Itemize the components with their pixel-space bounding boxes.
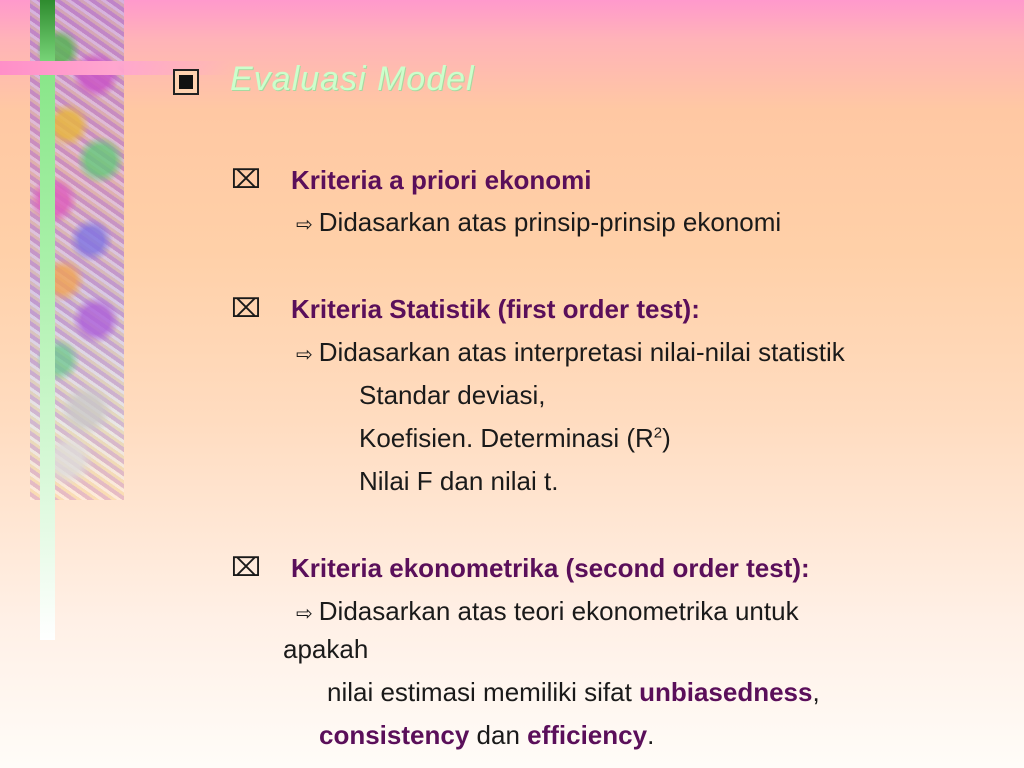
- item-text: Koefisien. Determinasi (R: [359, 423, 654, 453]
- desc-text: Didasarkan atas interpretasi nilai-nilai statistik: [318, 337, 845, 367]
- boxed-x-bullet-icon: ⌧: [231, 552, 261, 582]
- list-item-koefisien-determinasi: [359, 425, 671, 451]
- line-consistency-efficiency: [319, 722, 654, 748]
- text-mid: dan: [469, 720, 528, 750]
- section-heading-statistik: Kriteria Statistik (first order test):: [291, 294, 700, 324]
- superscript: 2: [653, 424, 663, 442]
- text-post: ,: [812, 677, 820, 707]
- text-end: .: [647, 720, 655, 750]
- decorative-vertical-bar: [40, 0, 55, 640]
- term-efficiency: efficiency: [527, 720, 648, 750]
- section-heading-ekonometrika: Kriteria ekonometrika (second order test):: [291, 553, 810, 583]
- line-unbiasedness: [327, 679, 820, 705]
- list-item-nilai-f-t: Nilai F dan nilai t.: [359, 466, 559, 496]
- arrow-right-icon: ⇨: [296, 603, 313, 625]
- section-desc-continuation: apakah: [283, 634, 369, 664]
- section-desc-apriori: [296, 209, 781, 235]
- section-desc-statistik: [296, 339, 845, 365]
- desc-text: Didasarkan atas teori ekonometrika untuk: [318, 596, 799, 626]
- section-desc-ekonometrika: [296, 598, 799, 624]
- term-consistency: consistency: [319, 720, 470, 750]
- slide-title: Evaluasi Model: [230, 60, 475, 98]
- title-square-bullet-icon: [173, 69, 199, 95]
- boxed-x-bullet-icon: ⌧: [231, 293, 261, 323]
- boxed-x-bullet-icon: ⌧: [231, 164, 261, 194]
- arrow-right-icon: ⇨: [296, 214, 313, 236]
- text-pre: nilai estimasi memiliki sifat: [327, 677, 640, 707]
- desc-text: Didasarkan atas prinsip-prinsip ekonomi: [318, 207, 782, 237]
- arrow-right-icon: ⇨: [296, 344, 313, 366]
- item-text-end: ): [662, 423, 671, 453]
- list-item-standar-deviasi: Standar deviasi,: [359, 380, 546, 410]
- term-unbiasedness: unbiasedness: [639, 677, 813, 707]
- section-heading-apriori: Kriteria a priori ekonomi: [291, 165, 592, 195]
